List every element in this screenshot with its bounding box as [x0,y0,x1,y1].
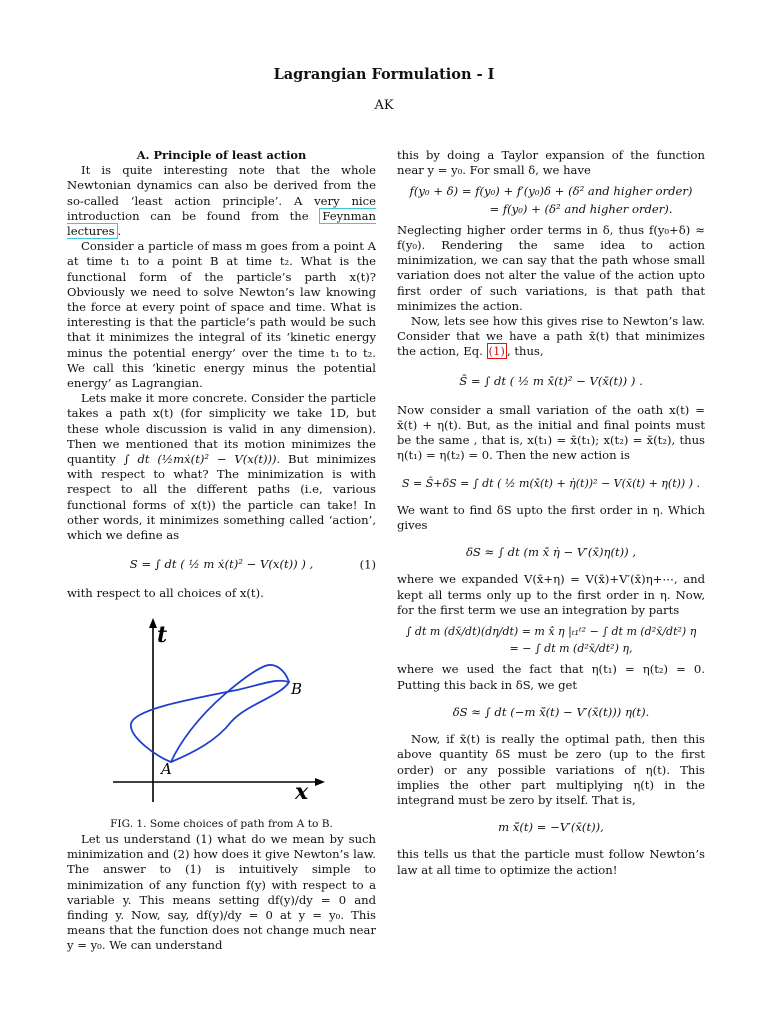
paragraph-taylor: this by doing a Taylor expansion of the function near y = y₀. For small δ, we have [397,148,705,178]
paragraph-concrete [67,391,376,543]
paragraph-text: But minimizes with respect to what? The minimization is with respect to all the different paths (i.e, various functional forms of x(t)) the particle can take! In other words, it minimizes something called ‘action’, which we define as [67,452,376,543]
equation-taylor [397,184,705,216]
paragraph-neglect: Neglecting higher order terms in δ, thus f(y₀+δ) ≈ f(y₀). Rendering the same idea to action minimization, we can say that the path whose small variation does not alter the value of the action upto first order of such variations, is that path that minimizes the action. [397,222,705,313]
paper-author: AK [374,98,394,113]
paragraph-intro [67,163,376,239]
paragraph-conclusion: this tells us that the particle must follow Newton’s law at all time to optimize the action! [397,847,705,877]
paragraph-fact: where we used the fact that η(t₁) = η(t₂) = 0. Putting this back in δS, we get [397,662,705,692]
paragraph-text: It is quite interesting note that the whole Newtonian dynamics can also be derived from the so-called ‘least action principle’. A very nice introduction can be found from the [67,163,376,223]
figure-caption: FIG. 1. Some choices of path from A to B. [110,817,333,830]
point-b-label: B [291,679,303,698]
t-axis-label: t [157,621,168,648]
equation-line: ∫ dt m (dx̄/dt)(dη/dt) = m x̄̇ η |ₜ₁ᵗ² − ∫ dt m (d²x̄/dt²) η [405,625,697,639]
equation-line: f(y₀ + δ) = f(y₀) + f′(y₀)δ + (δ² and higher order) [409,184,693,199]
equation-s: S = S̄+δS = ∫ dt ( ½ m(x̄̇(t) + η̇(t))² − V(x̄(t) + η(t)) ) . [402,476,700,490]
x-axis-arrow-icon [315,778,325,786]
paragraph-choices: with respect to all choices of x(t). [67,586,264,601]
paragraph-variation: Now consider a small variation of the oath x(t) = x̄(t) + η(t). But, as the initial and final points must be the same , that is, x(t₁) = x̄(t₁); x(t₂) = x̄(t₂), thus η(t₁) = η(t₂) = 0. Then the new action is [397,402,705,463]
equation-ds1: δS ≈ ∫ dt (m x̄̇ η̇ − V′(x̄)η(t)) , [465,545,637,560]
paragraph-understand: Let us understand (1) what do we mean by such minimization and (2) how does it give Newton’s law. The answer to (1) is intuitively simple to minimization of any function f(y) with respect to a variable y. This means setting df(y)/dy = 0 and finding y. Now, say, df(y)/dy = 0 at y = y₀. This means that the function does not change much near y = y₀. We can understand [67,831,376,953]
equation-ds2: δS ≈ ∫ dt (−m x̄̈(t) − V′(x̄(t))) η(t). [452,704,650,719]
section-heading: A. Principle of least action [136,148,307,162]
equation-parts [397,624,705,656]
paragraph-text: , thus, [506,344,544,359]
equation-1 [67,557,376,572]
equation-line: = − ∫ dt m (d²x̄/dt²) η, [509,642,633,656]
x-axis-label: x [295,778,309,805]
paragraph-text: Lets make it more concrete. Consider the particle takes a path x(t) (for simplicity we take 1D, but these whole discussion is valid in any dimension). Then we mentioned that its motion minimizes the quantity [67,391,376,467]
paragraph-optimal: Now, if x̄(t) is really the optimal path, then this above quantity δS must be zero (up to the first order) or any possible variations of η(t). This implies the other part multiplying η(t) in the integrand must be zero by itself. That is, [397,732,705,807]
paragraph-newton [397,314,705,360]
equation-line: = f(y₀) + (δ² and higher order). [489,201,673,216]
point-a-label: A [161,759,172,778]
equation-newton: m x̄̈(t) = −V′(x̄(t)), [498,820,604,835]
figure-1-paths [67,612,376,817]
equation-sbar: S̄ = ∫ dt ( ½ m x̄̇(t)² − V(x̄(t)) ) . [459,373,643,388]
left-column [67,148,376,954]
equation-number: (1) [359,557,376,572]
paragraph-text: . [117,224,122,239]
paragraph-setup: Consider a particle of mass m goes from a point A at time t₁ to a point B at time t₂. What is the functional form of the particle’s parth x(t)? Obviously we need to solve Newton’s law knowing the force at every point of space and time. What is interesting is that the particle’s path would be such that it minimizes the integral of its ‘kinetic energy minus the potential energy’ over the time t₁ to t₂. We call this ‘kinetic energy minus the potential energy’ as Lagrangian. [67,239,376,391]
paragraph-text: Now, lets see how this gives rise to Newton’s law. Consider that we have a path x̄(t) that minimizes the action, Eq. [397,314,705,359]
feynman-lectures-link[interactable]: Feynman lectures [67,208,376,239]
paper-title: Lagrangian Formulation - I [273,66,495,83]
t-axis-arrow-icon [149,618,157,628]
paragraph-expanded: where we expanded V(x̄+η) = V(x̄)+V′(x̄)η+⋯, and kept all terms only up to the first order in η. Now, for the first term we use an integration by parts [397,572,705,617]
equation-text: S = ∫ dt ( ½ m ẋ(t)² − V(x(t)) ) , [129,557,314,572]
inline-equation: ∫ dt (½mẋ(t)² − V(x(t))). [123,452,281,467]
paragraph-first-order: We want to find δS upto the first order in η. Which gives [397,502,705,533]
path-curve-1 [131,680,289,761]
path-curve-2 [171,665,289,762]
right-column [397,148,705,878]
equation-1-ref[interactable]: (1) [488,344,505,359]
